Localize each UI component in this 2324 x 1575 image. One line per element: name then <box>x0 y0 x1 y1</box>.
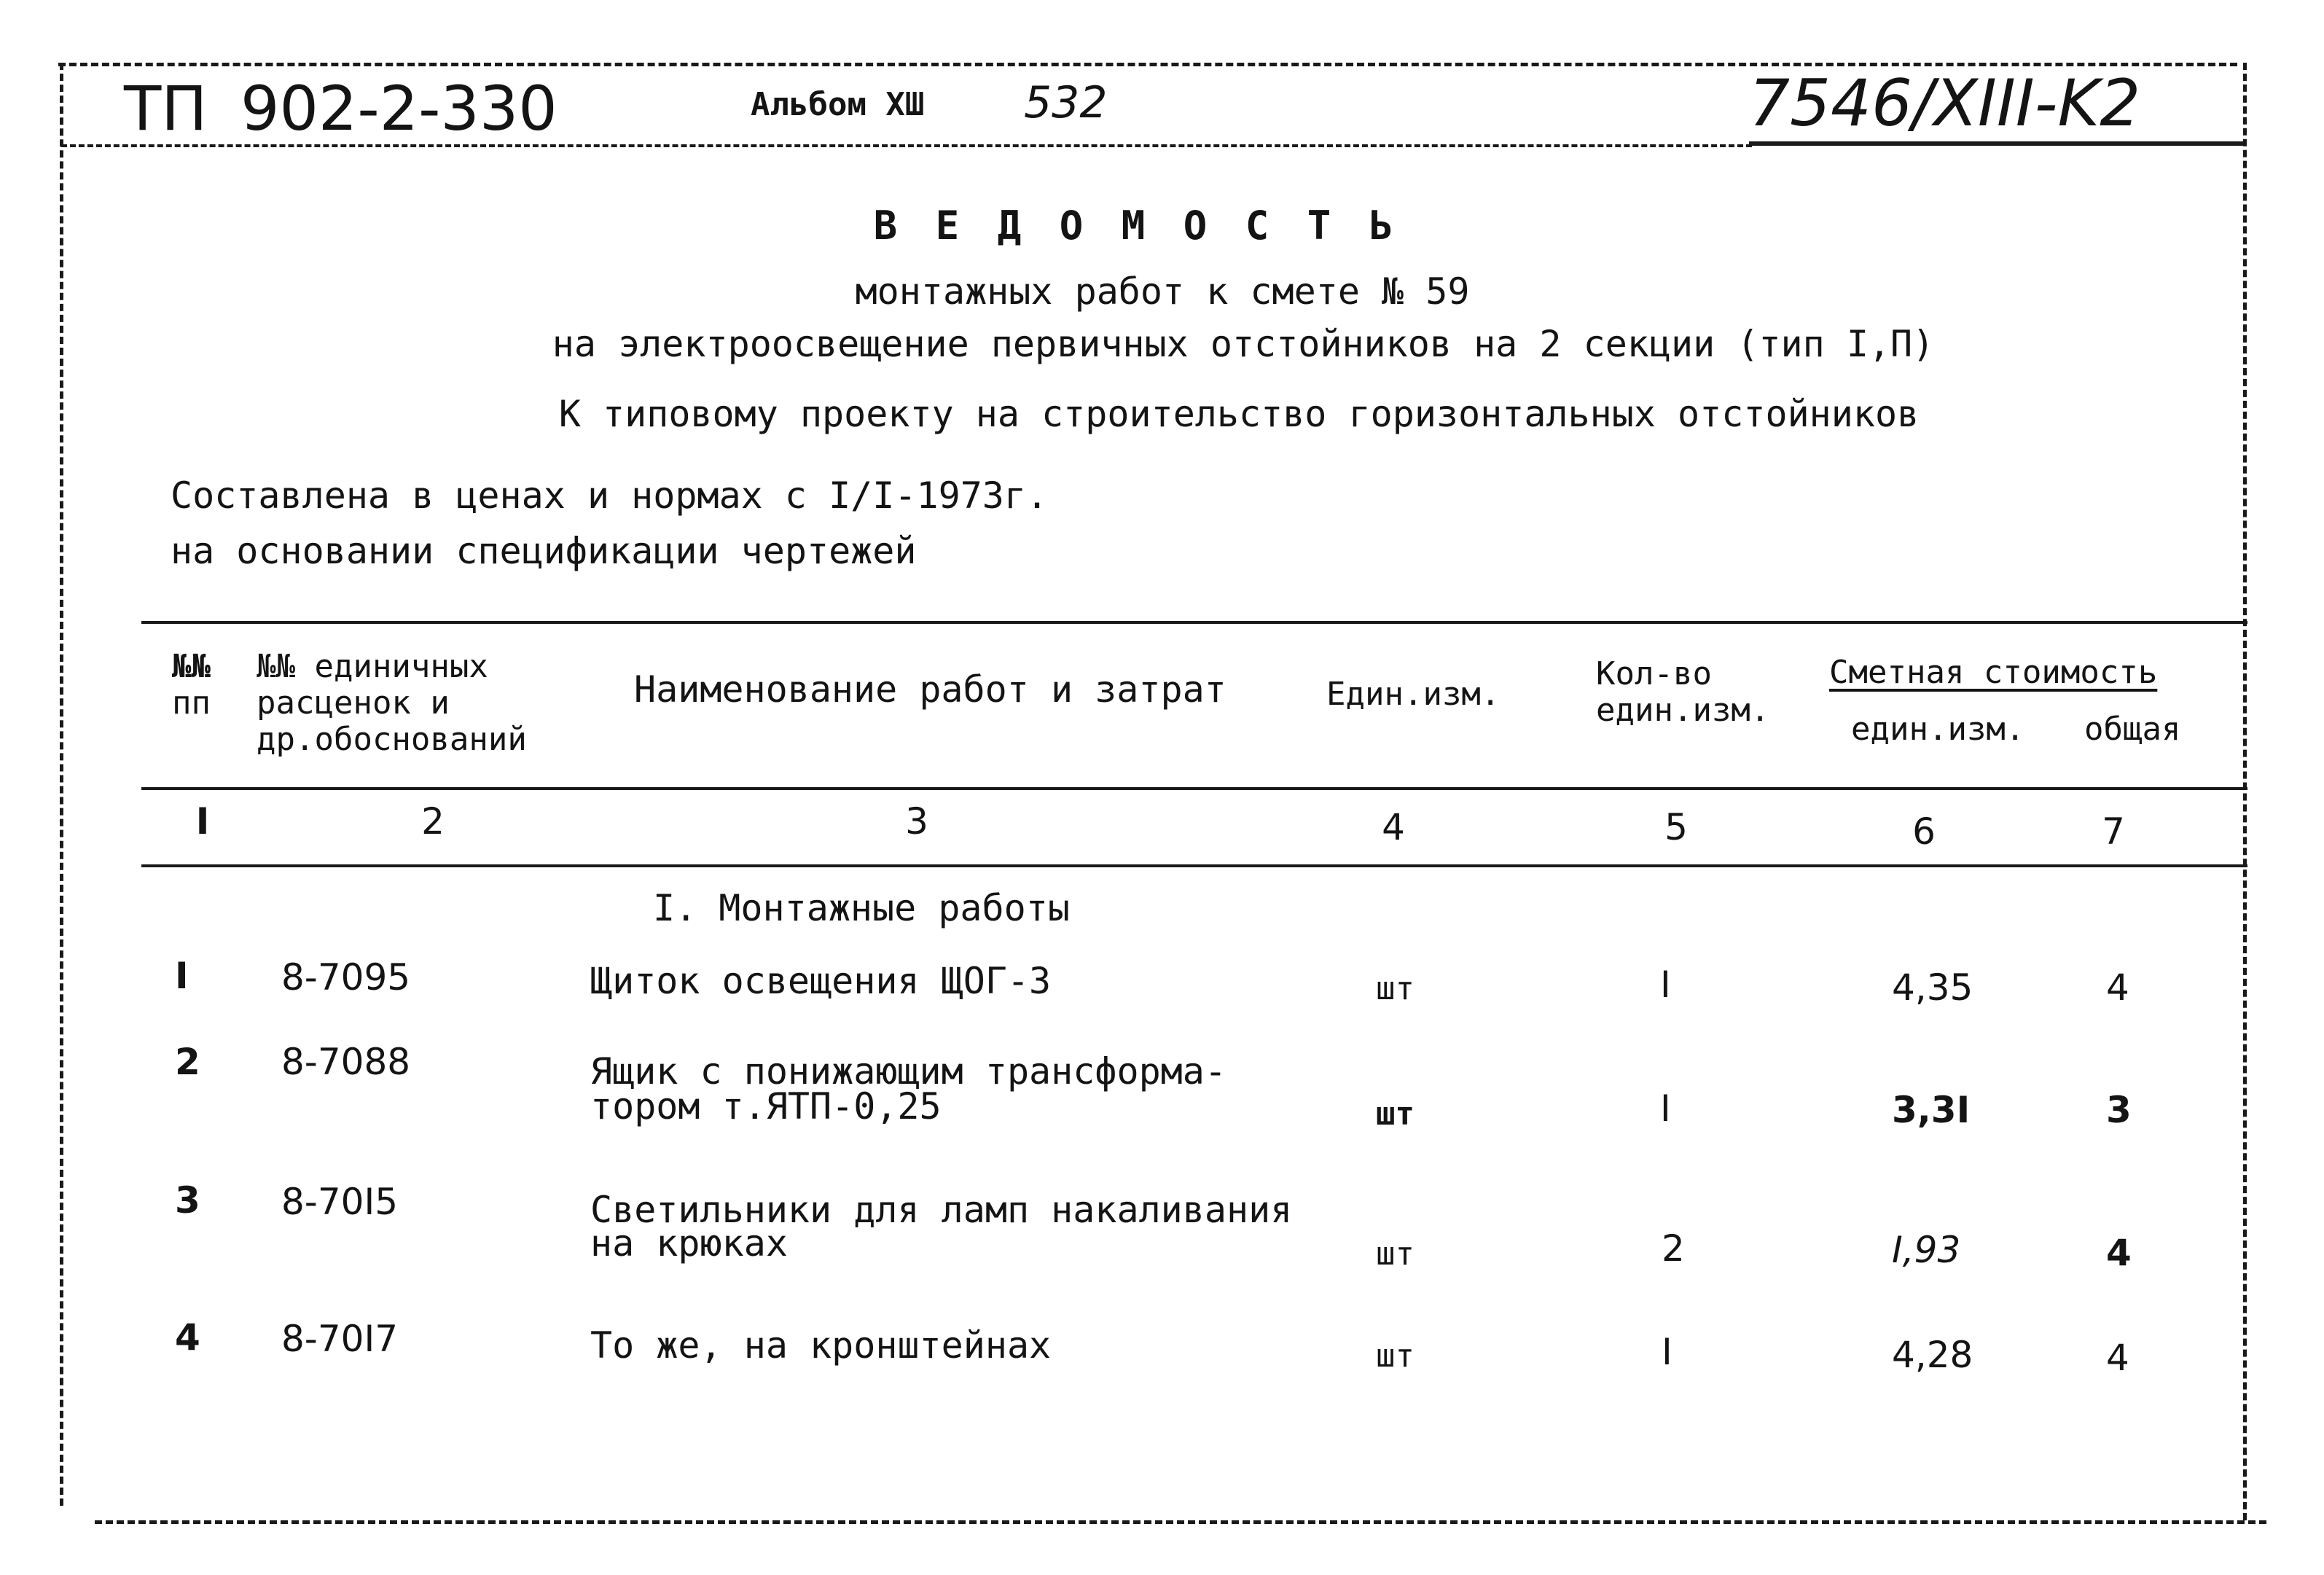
cost-group-header: Сметная стоимость <box>1829 654 2158 691</box>
frame-left <box>60 63 63 1506</box>
colnum-2: 2 <box>421 800 445 843</box>
row3-unit-cost: I,93 <box>1892 1229 1961 1271</box>
col5-header-line1: Кол-во <box>1596 655 1712 692</box>
col7-header: общая <box>2084 711 2181 748</box>
row3-unit: шт <box>1376 1235 1415 1273</box>
section-title: I. Монтажные работы <box>653 887 1070 929</box>
row2-name-line2: тором т.ЯТП-0,25 <box>590 1085 942 1127</box>
col3-header: Наименование работ и затрат <box>634 668 1226 711</box>
document-title: В Е Д О М О С Т Ь <box>873 203 1401 249</box>
colnum-3: 3 <box>905 800 928 843</box>
row2-number: 2 <box>175 1041 200 1083</box>
colnum-5: 5 <box>1664 806 1688 848</box>
row4-name-line1: То же, на кронштейнах <box>590 1324 1052 1367</box>
row1-qty: I <box>1660 964 1671 1006</box>
series-prefix: ТП <box>124 73 208 144</box>
row1-unit-cost: 4,35 <box>1892 966 1973 1009</box>
row3-qty: 2 <box>1662 1227 1685 1270</box>
col2-header-line1: №№ единичных <box>257 648 488 685</box>
row2-qty: I <box>1660 1087 1671 1130</box>
row3-name-line2: на крюках <box>590 1222 788 1265</box>
subtitle-line3: К типовому проекту на строительство горизонтальных отстойников <box>558 393 1920 435</box>
table-top-rule <box>141 621 2247 624</box>
row4-total: 4 <box>2106 1337 2129 1379</box>
row4-number: 4 <box>175 1316 200 1359</box>
row4-unit: шт <box>1376 1337 1415 1375</box>
row4-code: 8-70I7 <box>281 1318 399 1360</box>
row1-name-line1: Щиток освещения ЩОГ-3 <box>590 960 1052 1002</box>
subtitle-line2: на электроосвещение первичных отстойников на 2 секции (тип I,П) <box>552 323 1935 365</box>
col1-header-line1: №№ <box>172 648 211 685</box>
col2-header-line2: расценок и <box>257 684 450 722</box>
row3-name-line1: Светильники для ламп накаливания <box>590 1189 1293 1231</box>
note-basis: на основании спецификации чертежей <box>171 530 917 572</box>
row2-unit-cost: 3,3I <box>1892 1089 1971 1131</box>
row2-total: 3 <box>2106 1089 2132 1131</box>
row2-unit: шт <box>1376 1095 1415 1133</box>
col6-header: един.изм. <box>1851 711 2025 748</box>
row2-code: 8-7088 <box>281 1041 411 1083</box>
row1-unit: шт <box>1376 970 1415 1007</box>
row4-unit-cost: 4,28 <box>1892 1334 1973 1376</box>
table-colnum-rule <box>141 864 2247 867</box>
row3-number: 3 <box>175 1179 200 1222</box>
row3-total: 4 <box>2106 1232 2132 1274</box>
col5-header-line2: един.изм. <box>1596 692 1770 729</box>
note-prices: Составлена в ценах и нормах с I/I-1973г. <box>171 474 1049 517</box>
document-code: 7546/XIII-K2 <box>1749 66 2141 141</box>
row1-total: 4 <box>2106 966 2129 1009</box>
album-label: Альбом ХШ <box>751 86 925 123</box>
colnum-7: 7 <box>2102 810 2125 853</box>
page-number: 532 <box>1024 77 1108 128</box>
header-divider <box>1749 141 2245 146</box>
row1-number: I <box>175 955 189 997</box>
col4-header: Един.изм. <box>1326 676 1501 713</box>
colnum-6: 6 <box>1912 810 1936 853</box>
subtitle-line1: монтажных работ к смете № 59 <box>855 270 1470 313</box>
frame-right <box>2243 63 2247 1520</box>
header-divider-dashed <box>61 144 1752 147</box>
colnum-1: I <box>195 800 210 843</box>
col2-header-line3: др.обоснований <box>257 721 527 758</box>
row2-name-line1: Ящик с понижающим трансформа- <box>590 1050 1226 1093</box>
frame-bottom <box>95 1520 2266 1524</box>
colnum-4: 4 <box>1382 806 1405 848</box>
row4-qty: I <box>1662 1331 1672 1373</box>
series-number: 902-2-330 <box>240 73 557 144</box>
table-header-rule <box>141 787 2247 790</box>
row1-code: 8-7095 <box>281 956 411 998</box>
row3-code: 8-70I5 <box>281 1181 399 1223</box>
col1-header-line2: пп <box>172 684 211 722</box>
